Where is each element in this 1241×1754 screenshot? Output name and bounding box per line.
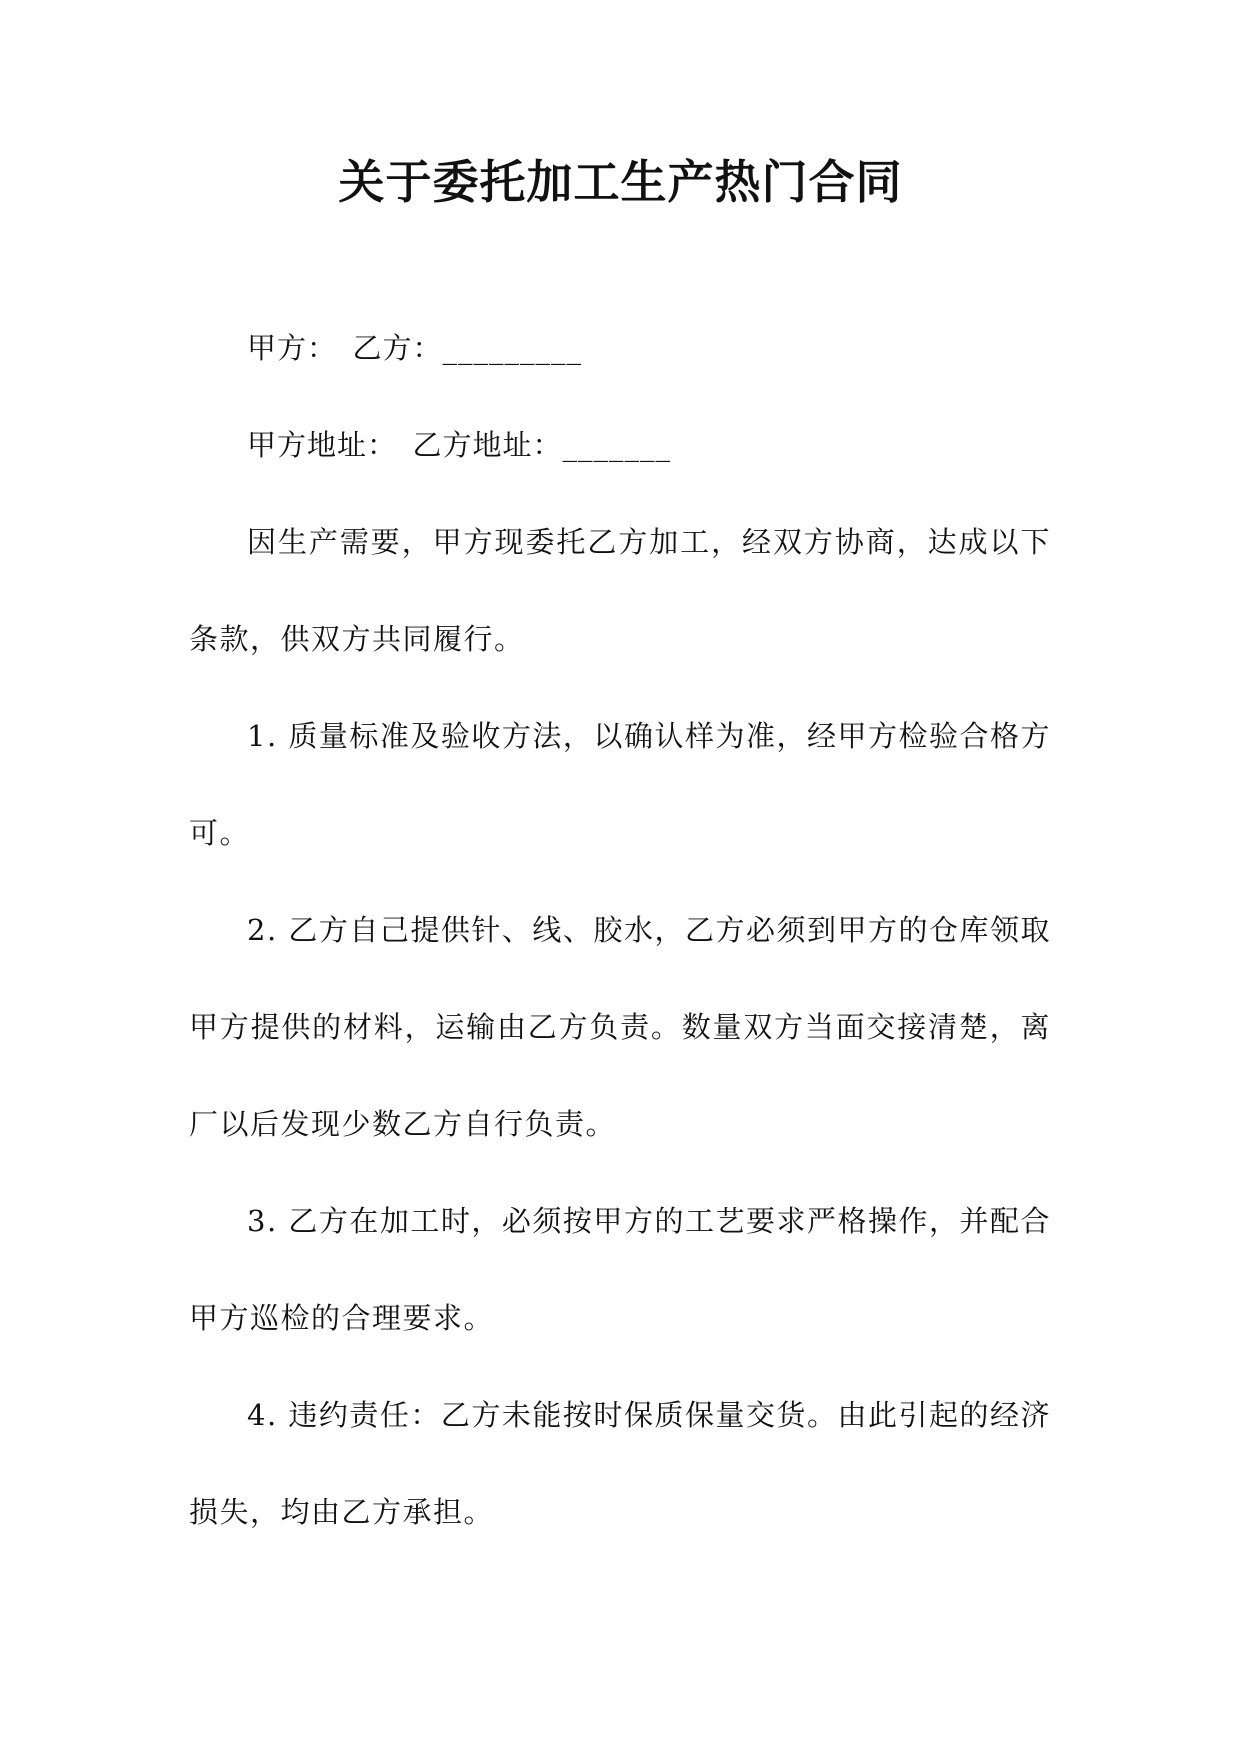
intro-paragraph: 因生产需要，甲方现委托乙方加工，经双方协商，达成以下条款，供双方共同履行。 — [189, 525, 1051, 656]
clause-1-quality-standard: 1. 质量标准及验收方法，以确认样为准，经甲方检验合格方可。 — [189, 719, 1051, 850]
party-address-line: 甲方地址： 乙方地址：_______ — [247, 428, 672, 462]
document-body — [189, 300, 1051, 1561]
clause-3-process-requirements: 3. 乙方在加工时，必须按甲方的工艺要求严格操作，并配合甲方巡检的合理要求。 — [189, 1204, 1051, 1335]
clause-2-materials: 2. 乙方自己提供针、线、胶水，乙方必须到甲方的仓库领取甲方提供的材料，运输由乙方负责。数量双方当面交接清楚，离厂以后发现少数乙方自行负责。 — [189, 913, 1051, 1141]
document-title: 关于委托加工生产热门合同 — [338, 155, 903, 209]
clause-4-liability: 4. 违约责任：乙方未能按时保质保量交货。由此引起的经济损失，均由乙方承担。 — [189, 1398, 1051, 1529]
party-names-line: 甲方： 乙方：_________ — [247, 331, 583, 365]
